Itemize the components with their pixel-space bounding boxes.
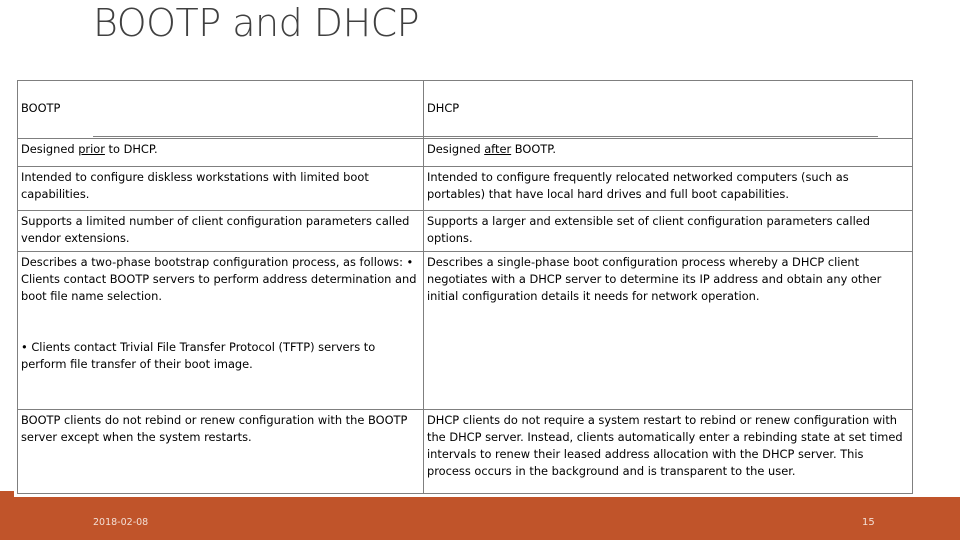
table-row [18,210,912,251]
dhcp-cell: Supports a larger and extensible set of client configuration parameters called options. [427,214,870,245]
slide-date: 2018-02-08 [93,517,149,528]
dhcp-cell: DHCP clients do not require a system restart to rebind or renew configuration with the DHCP server. Instead, clients automatically enter a rebinding state at set timed intervals to renew their leased address allocation with the DHCP server. This process occurs in the background and is transparent to the user. [427,413,903,478]
bootp-cell: Supports a limited number of client configuration parameters called vendor extensions. [18,211,424,251]
bootp-cell: BOOTP clients do not rebind or renew configuration with the BOOTP server except when the system restarts. [18,410,424,493]
cell-text: • Clients contact Trivial File Transfer Protocol (TFTP) servers to perform file transfer of their boot image. [21,340,376,371]
header-dhcp: DHCP [427,101,460,115]
slide-title: BOOTP and DHCP [93,1,420,45]
cell-text: BOOTP. [511,142,556,156]
comparison-table [17,80,913,494]
header-underline [93,136,878,137]
bootp-cell [18,252,424,409]
cell-text: Designed [21,142,79,156]
page-number: 15 [862,517,875,528]
table-header-row [18,81,912,138]
dhcp-cell [424,139,912,166]
bootp-cell: Intended to configure diskless workstations with limited boot capabilities. [18,167,424,210]
table-row [18,251,912,409]
table-row [18,138,912,166]
dhcp-cell: Intended to configure frequently relocated networked computers (such as portables) that have local hard drives and full boot capabilities. [427,170,849,201]
bootp-cell [18,139,424,166]
cell-text: Describes a two-phase bootstrap configuration process, as follows: • Clients contact BOOTP servers to perform address determination and boot file name selection. [21,255,417,303]
table-row [18,409,912,493]
header-bootp: BOOTP [18,81,424,138]
dhcp-cell: Describes a single-phase boot configuration process whereby a DHCP client negotiates with a DHCP server to determine its IP address and obtain any other initial configuration details it needs for network operation. [427,255,882,303]
table-row [18,166,912,210]
cell-text: Designed [427,142,485,156]
cell-text: to DHCP. [104,142,158,156]
underlined-text: after [484,142,512,156]
underlined-text: prior [78,142,105,156]
